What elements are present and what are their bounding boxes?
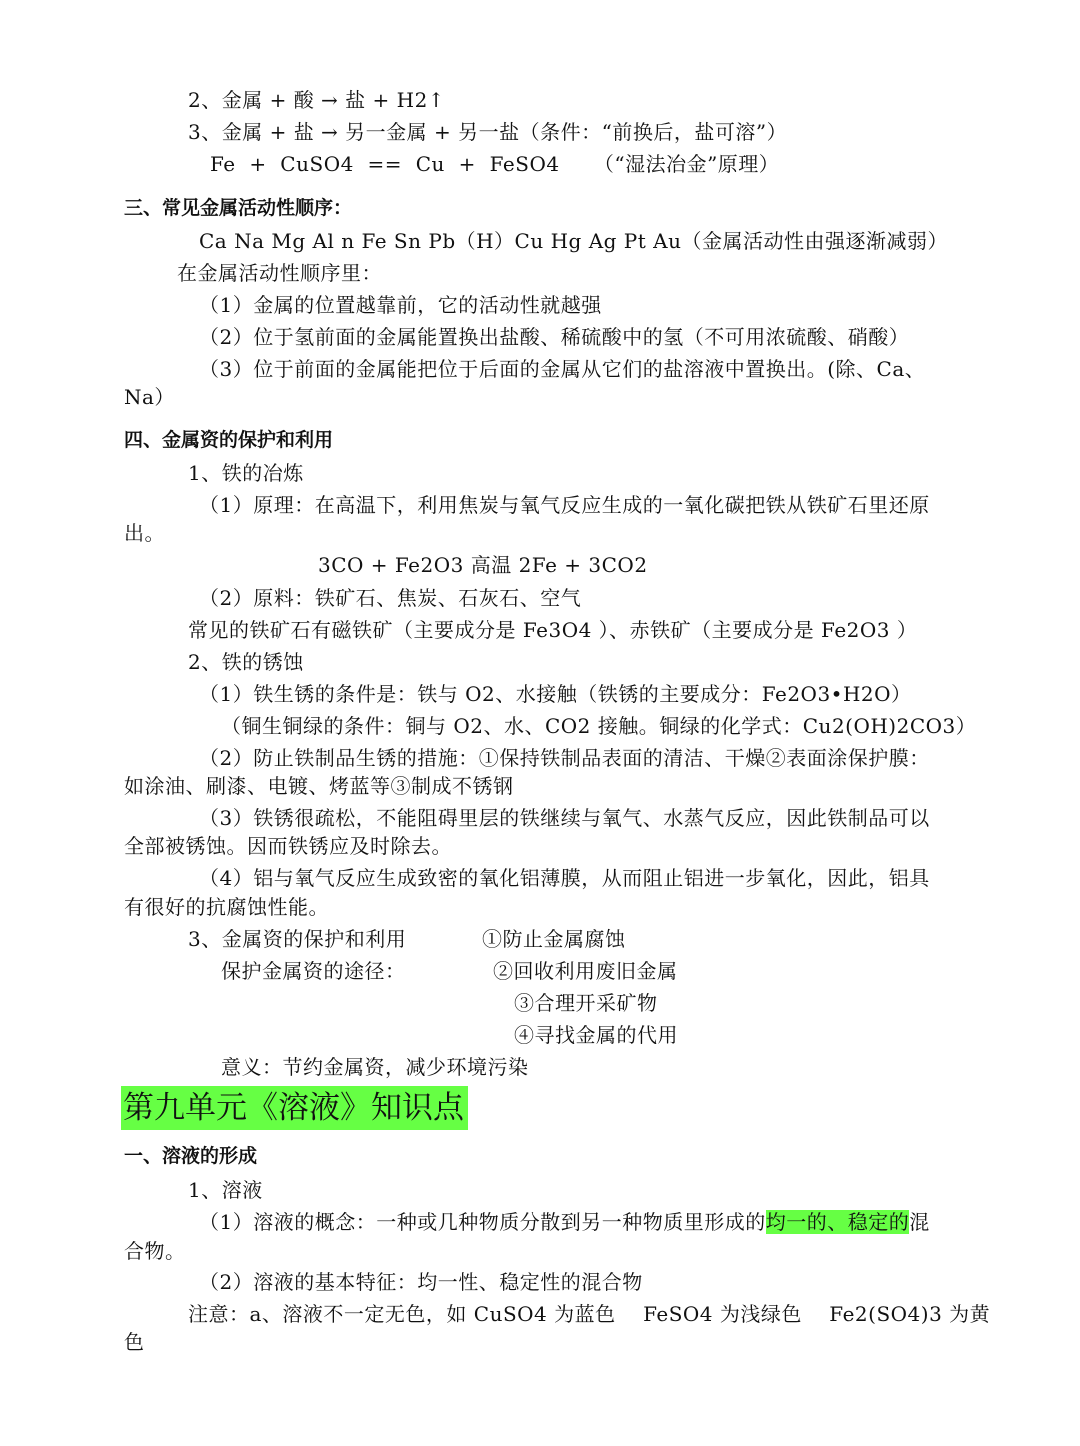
solution-concept [199,1208,930,1236]
activity-rule-1: （1）金属的位置越靠前，它的活动性就越强 [199,293,602,317]
reaction-metal-acid: 2、金属 + 酸 → 盐 + H2↑ [188,88,446,112]
protection-way-3: ③合理开采矿物 [514,991,658,1015]
subheading-solution: 1、溶液 [188,1178,263,1202]
solution-note-a: 注意：a、溶液不一定无色，如 CuSO4 为蓝色 FeSO4 为浅绿色 Fe2(SO4)3 为黄 [188,1302,991,1326]
rust-porous: （3）铁锈很疏松，不能阻碍里层的铁继续与氧气、水蒸气反应，因此铁制品可以 [199,806,930,830]
verdigris-conditions: （铜生铜绿的条件：铜与 O2、水、CO2 接触。铜绿的化学式：Cu2(OH)2CO3） [221,714,977,738]
rust-conditions: （1）铁生锈的条件是：铁与 O2、水接触（铁锈的主要成分：Fe2O3•H2O） [199,682,912,706]
activity-rule-3-cont: Na） [124,385,175,409]
subheading-iron-rusting: 2、铁的锈蚀 [188,650,304,674]
rust-porous-cont: 全部被锈蚀。因而铁锈应及时除去。 [124,834,452,858]
protection-way-1: ①防止金属腐蚀 [482,927,626,951]
protection-way-2: ②回收利用废旧金属 [493,959,678,983]
reaction-metal-salt: 3、金属 + 盐 → 另一金属 + 另一盐（条件：“前换后，盐可溶”） [188,120,788,144]
activity-rule-3: （3）位于前面的金属能把位于后面的金属从它们的盐溶液中置换出。(除、Ca、 [199,357,926,381]
highlight-uniform-stable: 均一的、稳定的 [765,1210,910,1234]
solution-note-a-cont: 色 [124,1330,145,1354]
activity-rule-2: （2）位于氢前面的金属能置换出盐酸、稀硫酸中的氢（不可用浓硫酸、硝酸） [199,325,910,349]
rust-prevention: （2）防止铁制品生锈的措施：①保持铁制品表面的清洁、干燥②表面涂保护膜： [199,746,930,770]
smelting-principle-cont: 出。 [124,521,165,545]
solution-concept-text: （1）溶液的概念：一种或几种物质分散到另一种物质里形成的 [199,1210,766,1234]
section-heading-metal-resources: 四、金属资的保护和利用 [124,429,334,451]
protection-way-4: ④寻找金属的代用 [514,1023,678,1047]
smelting-principle: （1）原理：在高温下，利用焦炭与氧气反应生成的一氧化碳把铁从铁矿石里还原 [199,493,930,517]
activity-series-line: Ca Na Mg Al n Fe Sn Pb（H）Cu Hg Ag Pt Au（金属活动性由强逐渐减弱） [199,229,948,253]
section-heading-activity-series: 三、常见金属活动性顺序： [124,197,353,219]
equation-co-fe2o3: 3CO + Fe2O3 高温 2Fe + 3CO2 [318,553,648,577]
subheading-resource-protection: 3、金属资的保护和利用 [188,927,407,951]
smelting-materials: （2）原料：铁矿石、焦炭、石灰石、空气 [199,586,582,610]
subheading-iron-smelting: 1、铁的冶炼 [188,461,304,485]
equation-fe-cuso4: Fe + CuSO4 == Cu + FeSO4 （“湿法冶金”原理） [210,152,780,176]
unit-title: 第九单元《溶液》知识点 [121,1086,468,1130]
iron-ores: 常见的铁矿石有磁铁矿（主要成分是 Fe3O4 ）、赤铁矿（主要成分是 Fe2O3 ） [188,618,918,642]
solution-concept-tail: 混 [909,1210,930,1234]
protection-significance: 意义：节约金属资，减少环境污染 [221,1055,529,1079]
protection-ways-label: 保护金属资的途径： [221,959,406,983]
section-heading-solution-formation: 一、溶液的形成 [124,1145,258,1167]
activity-intro: 在金属活动性顺序里： [177,261,382,285]
solution-concept-cont: 合物。 [124,1239,186,1263]
solution-features: （2）溶液的基本特征：均一性、稳定性的混合物 [199,1270,643,1294]
aluminum-oxide-film: （4）铝与氧气反应生成致密的氧化铝薄膜，从而阻止铝进一步氧化，因此，铝具 [199,866,930,890]
rust-prevention-cont: 如涂油、刷漆、电镀、烤蓝等③制成不锈钢 [124,774,514,798]
aluminum-oxide-film-cont: 有很好的抗腐蚀性能。 [124,895,329,919]
